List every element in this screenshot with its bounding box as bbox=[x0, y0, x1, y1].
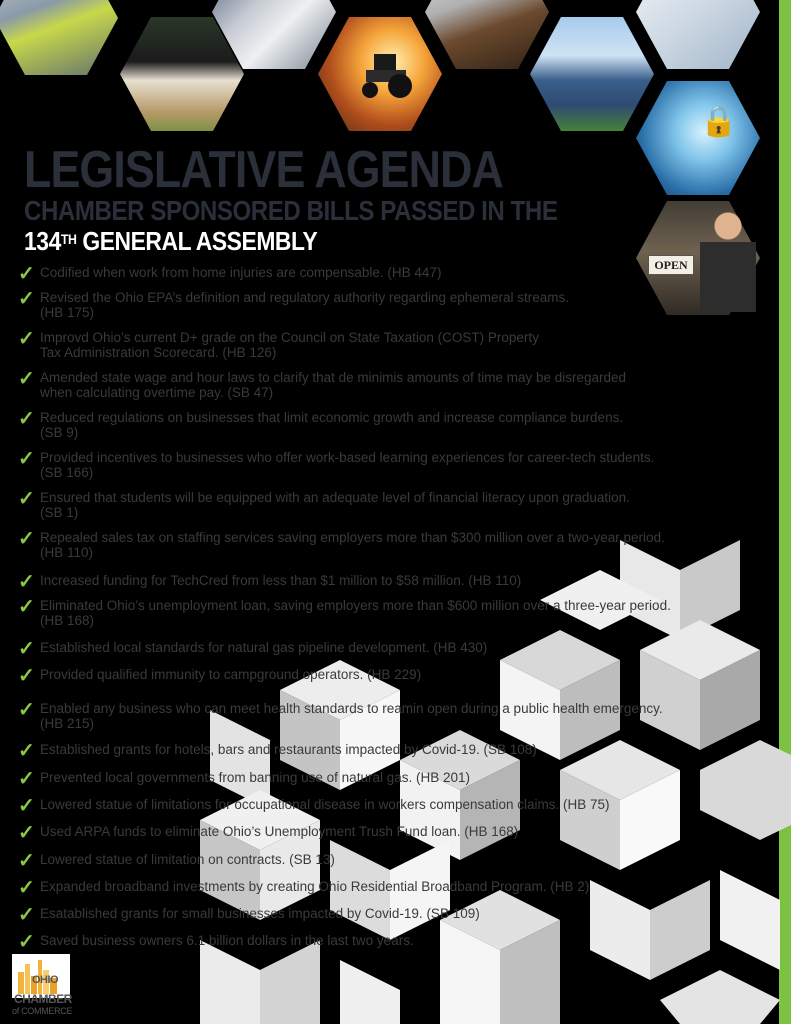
item-text: Codified when work from home injuries are compensable. (HB 447) bbox=[40, 265, 442, 280]
checkmark-icon: ✓ bbox=[18, 665, 35, 687]
open-sign: OPEN bbox=[648, 255, 694, 275]
item-text-continued: (SB 1) bbox=[40, 505, 79, 520]
item-text-continued: Tax Administration Scorecard. (HB 126) bbox=[40, 345, 277, 360]
item-text: Established local standards for natural gas pipeline development. (HB 430) bbox=[40, 640, 488, 655]
checkmark-icon: ✓ bbox=[18, 904, 35, 926]
item-text: Repealed sales tax on staffing services saving employers more than $300 million over a two-year period. bbox=[40, 530, 665, 545]
item-text: Improvd Ohio’s current D+ grade on the Council on State Taxation (COST) Property bbox=[40, 330, 539, 345]
item-text-continued: (HB 175) bbox=[40, 305, 95, 320]
item-text: Esatablished grants for small businesses impacted by Covid-19. (SB 109) bbox=[40, 906, 480, 921]
item-text: Ensured that students will be equipped with an adequate level of financial literacy upon graduation. bbox=[40, 490, 630, 505]
checkmark-icon: ✓ bbox=[18, 931, 35, 953]
solar-panels-photo bbox=[530, 12, 654, 136]
item-text: Provided qualified immunity to campground operators. (HB 229) bbox=[40, 667, 422, 682]
item-text: Revised the Ohio EPA’s definition and regulatory authority regarding ephemeral streams. bbox=[40, 290, 570, 305]
checkmark-icon: ✓ bbox=[18, 822, 35, 844]
checkmark-icon: ✓ bbox=[18, 638, 35, 660]
checkmark-icon: ✓ bbox=[18, 571, 35, 593]
item-text: Enabled any business who can meet health standards to reamin open during a public health emergency. bbox=[40, 701, 663, 716]
assembly-number: 134 bbox=[24, 226, 61, 256]
checkmark-icon: ✓ bbox=[18, 368, 35, 390]
item-text-continued: (HB 110) bbox=[40, 545, 94, 560]
assembly-ordinal-suffix: TH bbox=[60, 231, 77, 247]
item-text: Eliminated Ohio’s unemployment loan, saving employers more than $600 million over a three-year period. bbox=[40, 598, 671, 613]
checkmark-icon: ✓ bbox=[18, 795, 35, 817]
item-text: Amended state wage and hour laws to clarify that de minimis amounts of time may be disregarded bbox=[40, 370, 627, 385]
page-title: LEGISLATIVE AGENDA bbox=[24, 141, 503, 199]
general-assembly-heading bbox=[24, 226, 317, 256]
item-text-continued: when calculating overtime pay. (SB 47) bbox=[40, 385, 274, 400]
lock-icon: 🔒 bbox=[700, 105, 738, 138]
item-text: Established grants for hotels, bars and restaurants impacted by Covid-19. (SB 108) bbox=[40, 742, 537, 757]
checkmark-icon: ✓ bbox=[18, 408, 35, 430]
laboratory-photo bbox=[636, 0, 760, 74]
item-text: Expanded broadband investments by creating Ohio Residential Broadband Program. (HB 2) bbox=[40, 879, 590, 894]
checkmark-icon: ✓ bbox=[18, 740, 35, 762]
checkmark-icon: ✓ bbox=[18, 877, 35, 899]
checkmark-icon: ✓ bbox=[18, 263, 35, 285]
checkmark-icon: ✓ bbox=[18, 528, 35, 550]
logo-text-chamber: CHAMBER bbox=[14, 992, 72, 1006]
item-text: Saved business owners 6.1 billion dollars in the last two years. bbox=[40, 933, 414, 948]
item-text: Lowered statue of limitation on contracts. (SB 13) bbox=[40, 852, 335, 867]
assembly-label: GENERAL ASSEMBLY bbox=[76, 226, 318, 256]
checkmark-icon: ✓ bbox=[18, 328, 35, 350]
checkmark-icon: ✓ bbox=[18, 288, 35, 310]
cybersecurity-photo bbox=[636, 76, 760, 200]
checkmark-icon: ✓ bbox=[18, 699, 35, 721]
item-text-continued: (HB 168) bbox=[40, 613, 95, 628]
item-text-continued: (SB 166) bbox=[40, 465, 94, 480]
workers-photo bbox=[0, 0, 118, 80]
item-text: Prevented local governments from banning use of natural gas. (HB 201) bbox=[40, 770, 470, 785]
checkmark-icon: ✓ bbox=[18, 448, 35, 470]
logo-text-ohio: OHIO bbox=[32, 974, 59, 986]
checkmark-icon: ✓ bbox=[18, 768, 35, 790]
item-text-continued: (HB 215) bbox=[40, 716, 95, 731]
item-text: Increased funding for TechCred from less than $1 million to $58 million. (HB 110) bbox=[40, 573, 522, 588]
ohio-chamber-logo bbox=[8, 952, 74, 1018]
item-text: Lowered statue of limitations for occupational disease in workers compensation claims. (HB 75) bbox=[40, 797, 610, 812]
tractor-icon bbox=[352, 46, 422, 100]
item-text: Used ARPA funds to eliminate Ohio’s Unemployment Trush Fund loan. (HB 168) bbox=[40, 824, 519, 839]
logo-text-commerce: of COMMERCE bbox=[12, 1006, 73, 1016]
item-text: Provided incentives to businesses who offer work-based learning experiences for career-tech students. bbox=[40, 450, 655, 465]
checkmark-icon: ✓ bbox=[18, 596, 35, 618]
checkmark-icon: ✓ bbox=[18, 850, 35, 872]
checkmark-icon: ✓ bbox=[18, 488, 35, 510]
page-subtitle: CHAMBER SPONSORED BILLS PASSED IN THE bbox=[24, 195, 558, 226]
gavel-photo bbox=[425, 0, 549, 74]
item-text: Reduced regulations on businesses that limit economic growth and increase compliance burdens. bbox=[40, 410, 624, 425]
item-text-continued: (SB 9) bbox=[40, 425, 79, 440]
